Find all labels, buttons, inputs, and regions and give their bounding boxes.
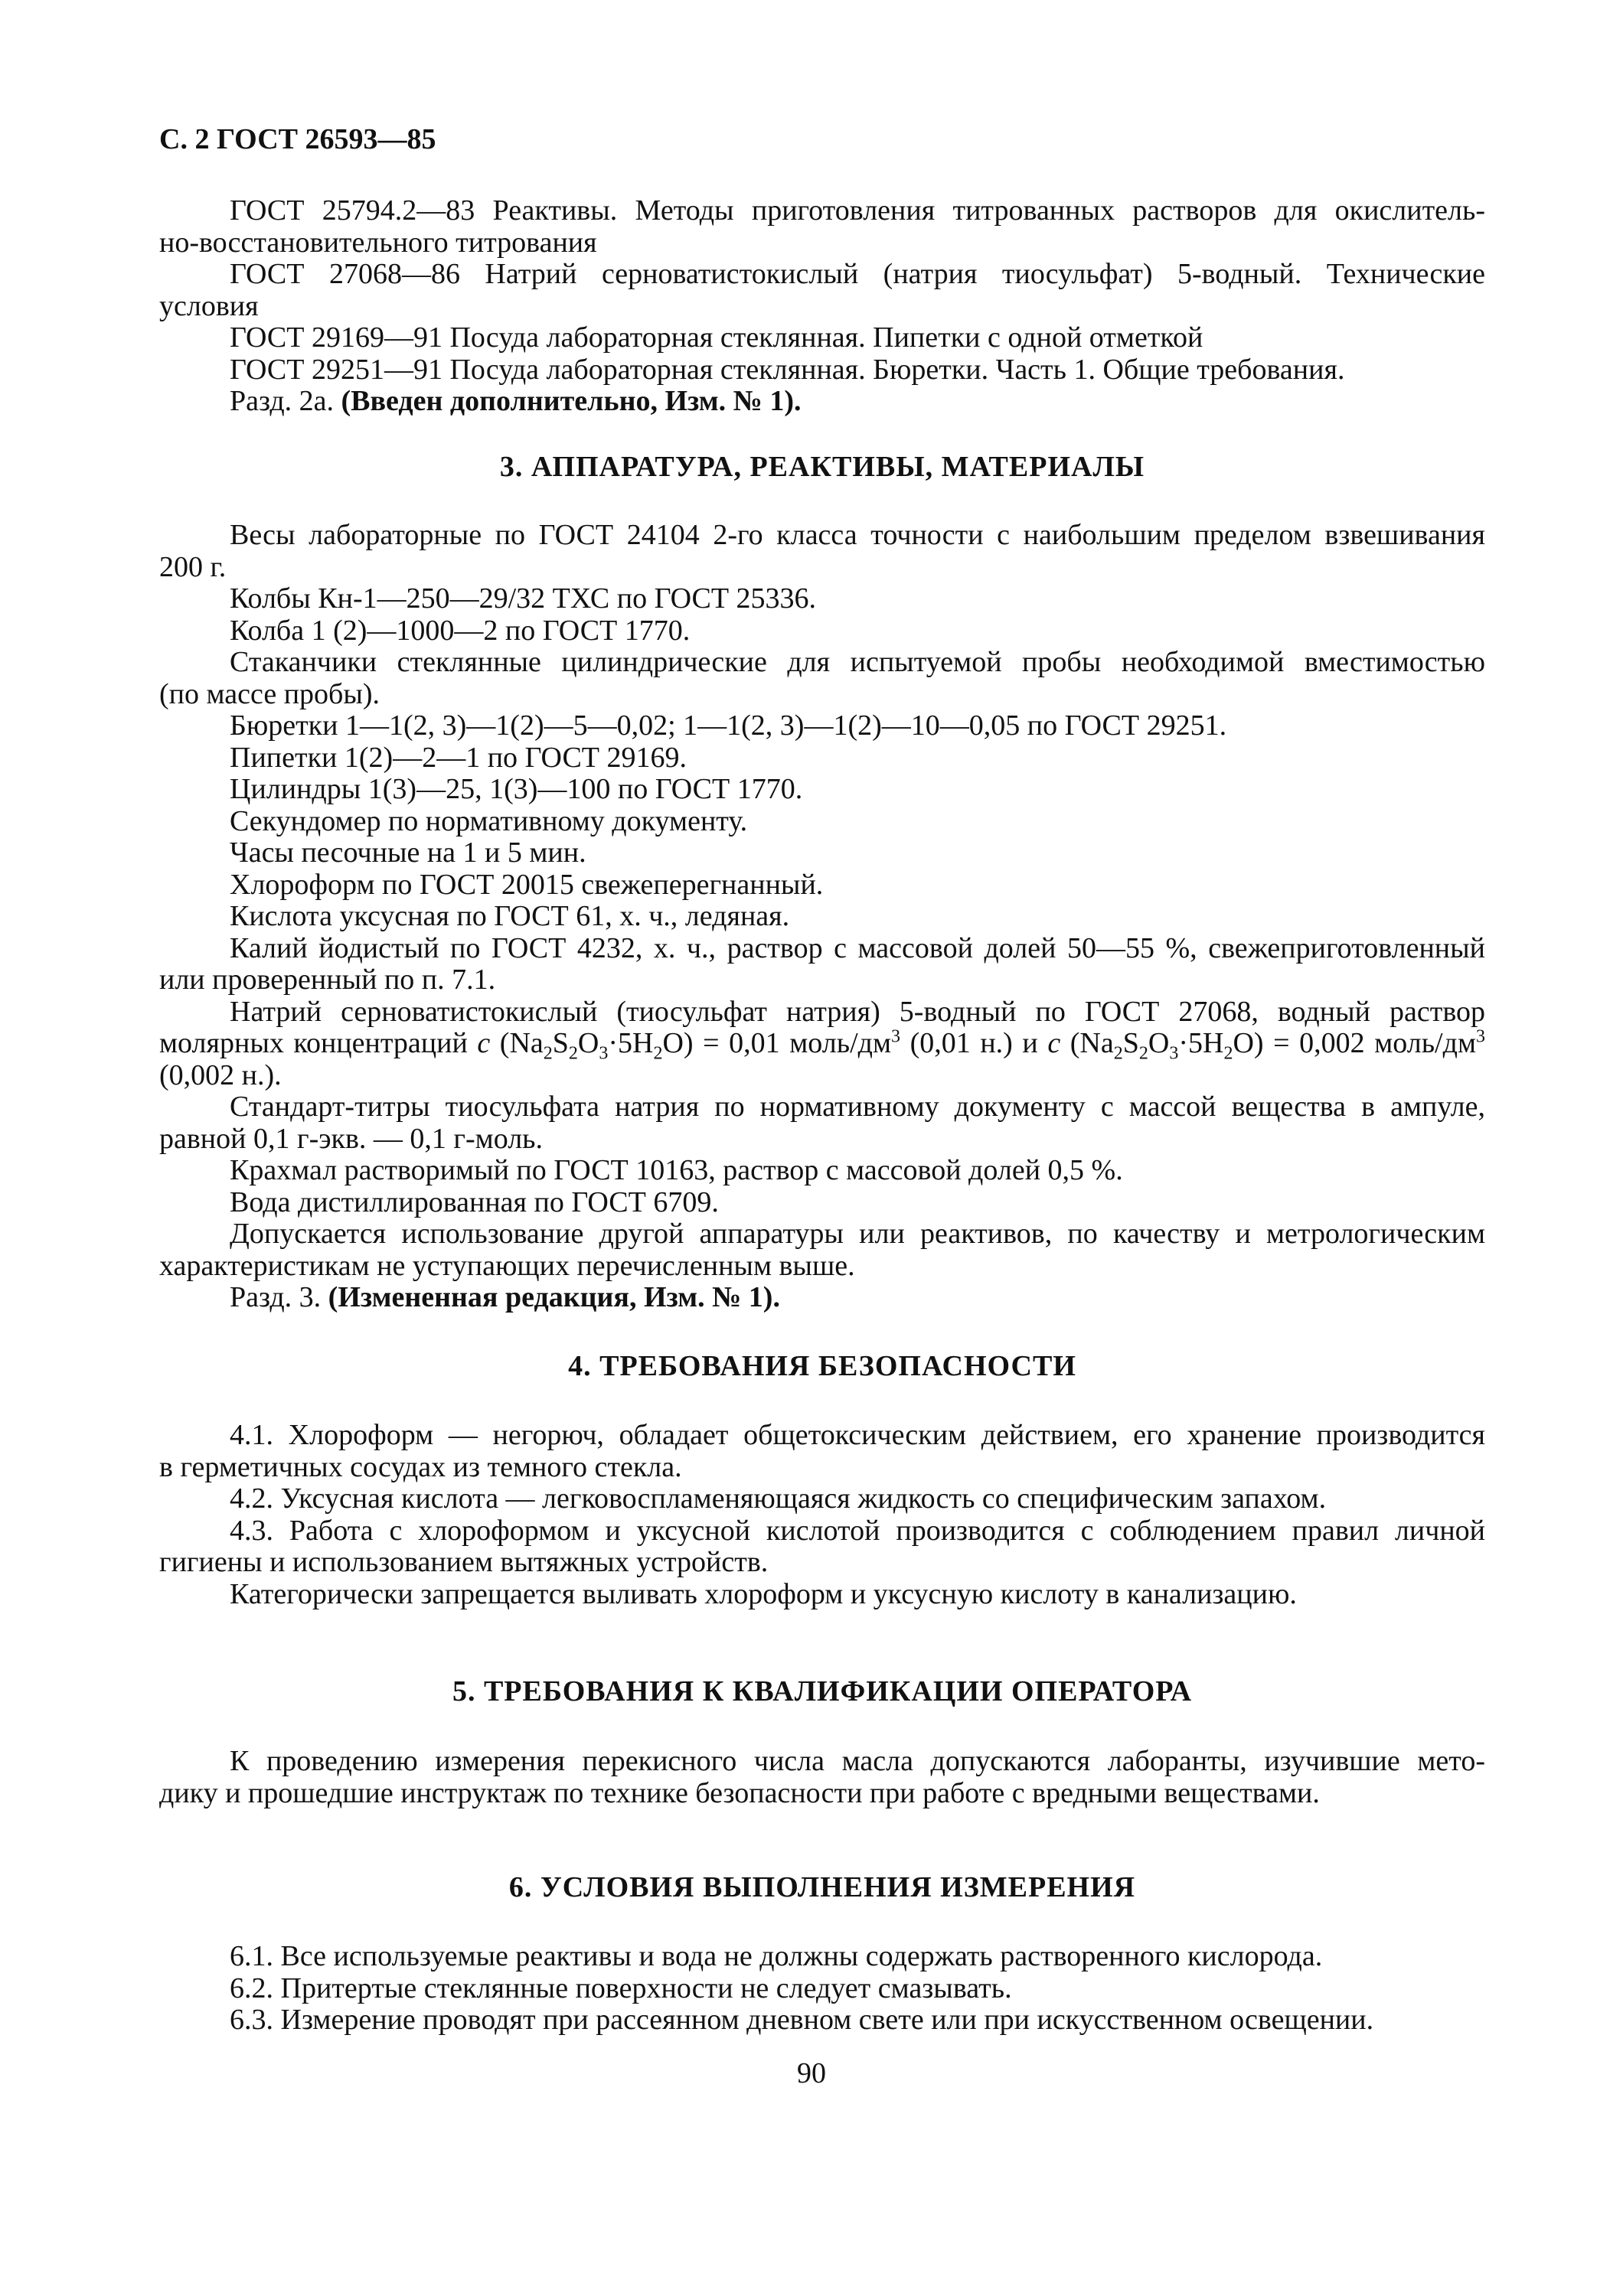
text-segment: Разд. 2а.	[230, 385, 341, 417]
text-segment: c	[477, 1028, 491, 1059]
text-line	[159, 1282, 1485, 1314]
text-segment: 3	[599, 1043, 609, 1060]
section-4-heading: 4. ТРЕБОВАНИЯ БЕЗОПАСНОСТИ	[568, 1350, 1076, 1382]
paragraph	[159, 520, 1485, 583]
text-line: Натрий серноватистокислый (тиосульфат натрия) 5-водный по ГОСТ 27068, водный раствор	[230, 996, 1485, 1028]
section-5-heading: 5. ТРЕБОВАНИЯ К КВАЛИФИКАЦИИ ОПЕРАТОРА	[452, 1675, 1193, 1707]
paragraph	[159, 1579, 1485, 1611]
text-segment: 2	[1113, 1043, 1123, 1060]
text-line: Стаканчики стеклянные цилиндрические для испытуемой пробы необходимой вместимостью	[230, 647, 1485, 678]
text-line: Вода дистиллированная по ГОСТ 6709.	[230, 1186, 719, 1218]
paragraph	[159, 1187, 1485, 1219]
text-segment: O) = 0,01 моль/дм	[662, 1028, 892, 1059]
text-line: гигиены и использованием вытяжных устройств.	[159, 1546, 769, 1578]
paragraph	[159, 1515, 1485, 1579]
paragraph	[159, 1091, 1485, 1155]
paragraph	[159, 322, 1485, 354]
text-segment: ·5H	[608, 1028, 654, 1059]
text-line: 6.1. Все используемые реактивы и вода не должны содержать растворенного кислорода.	[230, 1940, 1323, 1972]
paragraph	[159, 386, 1485, 418]
text-line: (0,002 н.).	[159, 1058, 282, 1091]
section-6-heading: 6. УСЛОВИЯ ВЫПОЛНЕНИЯ ИЗМЕРЕНИЯ	[508, 1871, 1136, 1903]
paragraph	[159, 1746, 1485, 1809]
text-line: Цилиндры 1(3)—25, 1(3)—100 по ГОСТ 1770.	[230, 773, 803, 805]
text-segment: (Na	[1060, 1028, 1114, 1059]
text-segment: (Na	[490, 1028, 544, 1059]
paragraph	[159, 742, 1485, 775]
text-segment: O	[577, 1028, 599, 1059]
paragraph	[159, 933, 1485, 996]
section-4-body	[159, 1420, 1485, 1610]
text-line	[159, 1028, 1485, 1060]
text-line: К проведению измерения перекисного числа масла допускаются лаборанты, изучившие мето-	[230, 1746, 1485, 1777]
text-line: 4.3. Работа с хлороформом и уксусной кислотой производится с соблюдением правил личной	[230, 1515, 1485, 1547]
text-segment: S	[552, 1028, 569, 1059]
paragraph	[159, 806, 1485, 838]
paragraph	[159, 354, 1485, 386]
text-segment: 2	[1223, 1043, 1233, 1060]
text-segment: c	[1047, 1028, 1061, 1059]
text-segment: 3	[891, 1028, 901, 1047]
text-line: Категорически запрещается выливать хлороформ и уксусную кислоту в канализацию.	[230, 1577, 1297, 1610]
text-line: Стандарт-титры тиосульфата натрия по нормативному документу с массой вещества в ампуле,	[230, 1091, 1485, 1123]
section-6-body	[159, 1941, 1485, 2037]
paragraph	[159, 647, 1485, 710]
paragraph	[159, 996, 1485, 1092]
text-segment: O	[1148, 1028, 1170, 1059]
paragraph	[159, 583, 1485, 615]
paragraph	[159, 1420, 1485, 1483]
text-line: 6.3. Измерение проводят при рассеянном дневном свете или при искусственном освещении.	[230, 2004, 1374, 2036]
paragraph	[159, 1155, 1485, 1187]
page-header: С. 2 ГОСТ 26593—85	[159, 123, 436, 155]
section-3-body	[159, 520, 1485, 1314]
page-number: 90	[797, 2057, 826, 2089]
paragraph	[159, 2004, 1485, 2037]
bold-text: (Введен дополнительно, Изм. № 1).	[341, 385, 802, 417]
paragraph	[159, 1282, 1485, 1314]
paragraph	[159, 1941, 1485, 1973]
paragraph	[159, 869, 1485, 902]
text-line: равной 0,1 г-экв. — 0,1 г-моль.	[159, 1122, 544, 1155]
text-segment: молярных концентраций	[159, 1028, 478, 1059]
paragraph	[159, 1218, 1485, 1282]
text-line: или проверенный по п. 7.1.	[159, 964, 496, 996]
text-line: 4.2. Уксусная кислота — легковоспламеняющаяся жидкость со специфическим запахом.	[230, 1482, 1327, 1515]
text-segment: 2	[543, 1043, 553, 1060]
text-line: Часы песочные на 1 и 5 мин.	[230, 837, 586, 869]
text-line	[159, 386, 1485, 418]
text-line: Калий йодистый по ГОСТ 4232, х. ч., раствор с массовой долей 50—55 %, свежеприготовленный	[230, 932, 1485, 964]
text-line: ГОСТ 25794.2—83 Реактивы. Методы приготовления титрованных растворов для окислитель-	[230, 195, 1485, 227]
normative-references	[159, 195, 1485, 418]
paragraph	[159, 710, 1485, 742]
bold-text: (Измененная редакция, Изм. № 1).	[328, 1281, 780, 1313]
text-line: но-восстановительного титрования	[159, 226, 597, 259]
paragraph	[159, 1973, 1485, 2005]
text-segment: S	[1122, 1028, 1139, 1059]
paragraph	[159, 195, 1485, 259]
text-line: Колба 1 (2)—1000—2 по ГОСТ 1770.	[230, 614, 691, 647]
text-line: условия	[159, 289, 259, 322]
text-line: Хлороформ по ГОСТ 20015 свежеперегнанный.	[230, 868, 824, 901]
text-segment: 2	[568, 1043, 578, 1060]
text-line: Весы лабораторные по ГОСТ 24104 2-го класса точности с наибольшим пределом взвешивания	[230, 520, 1485, 551]
section-5-body	[159, 1746, 1485, 1809]
text-segment: (0,01 н.) и	[900, 1028, 1048, 1059]
text-line: 4.1. Хлороформ — негорюч, обладает общетоксическим действием, его хранение производится	[230, 1420, 1485, 1451]
paragraph	[159, 615, 1485, 647]
text-segment: 2	[653, 1043, 663, 1060]
text-line: характеристикам не уступающих перечисленным выше.	[159, 1249, 855, 1282]
text-line: дику и прошедшие инструктаж по технике безопасности при работе с вредными веществами.	[159, 1776, 1320, 1809]
text-line: 6.2. Притертые стеклянные поверхности не следует смазывать.	[230, 1971, 1012, 2004]
section-3-heading: 3. АППАРАТУРА, РЕАКТИВЫ, МАТЕРИАЛЫ	[499, 451, 1145, 483]
paragraph	[159, 1483, 1485, 1515]
text-line: 200 г.	[159, 550, 227, 583]
text-segment: O) = 0,002 моль/дм	[1233, 1028, 1476, 1059]
paragraph	[159, 259, 1485, 322]
paragraph	[159, 774, 1485, 806]
text-segment: 3	[1169, 1043, 1179, 1060]
text-line: ГОСТ 27068—86 Натрий серноватистокислый (натрия тиосульфат) 5-водный. Технические	[230, 259, 1485, 290]
text-segment: ·5H	[1178, 1028, 1224, 1059]
text-line: Крахмал растворимый по ГОСТ 10163, раствор с массовой долей 0,5 %.	[230, 1154, 1123, 1186]
text-line: (по массе пробы).	[159, 677, 380, 710]
text-segment: 3	[1476, 1028, 1485, 1047]
paragraph	[159, 837, 1485, 869]
text-line: Секундомер по нормативному документу.	[230, 804, 748, 837]
text-line: ГОСТ 29251—91 Посуда лабораторная стеклянная. Бюретки. Часть 1. Общие требования.	[230, 353, 1345, 386]
paragraph	[159, 901, 1485, 933]
text-line: ГОСТ 29169—91 Посуда лабораторная стеклянная. Пипетки с одной отметкой	[230, 321, 1203, 354]
text-line: Кислота уксусная по ГОСТ 61, х. ч., ледяная.	[230, 900, 790, 932]
text-line: в герметичных сосудах из темного стекла.	[159, 1450, 682, 1483]
text-line: Допускается использование другой аппаратуры или реактивов, по качеству и метрологическим	[230, 1218, 1485, 1250]
text-segment: 2	[1138, 1043, 1148, 1060]
text-segment: Разд. 3.	[230, 1281, 328, 1313]
text-line: Пипетки 1(2)—2—1 по ГОСТ 29169.	[230, 741, 687, 774]
text-line: Колбы Кн-1—250—29/32 ТХС по ГОСТ 25336.	[230, 582, 817, 615]
text-line: Бюретки 1—1(2, 3)—1(2)—5—0,02; 1—1(2, 3)—1(2)—10—0,05 по ГОСТ 29251.	[230, 709, 1227, 742]
